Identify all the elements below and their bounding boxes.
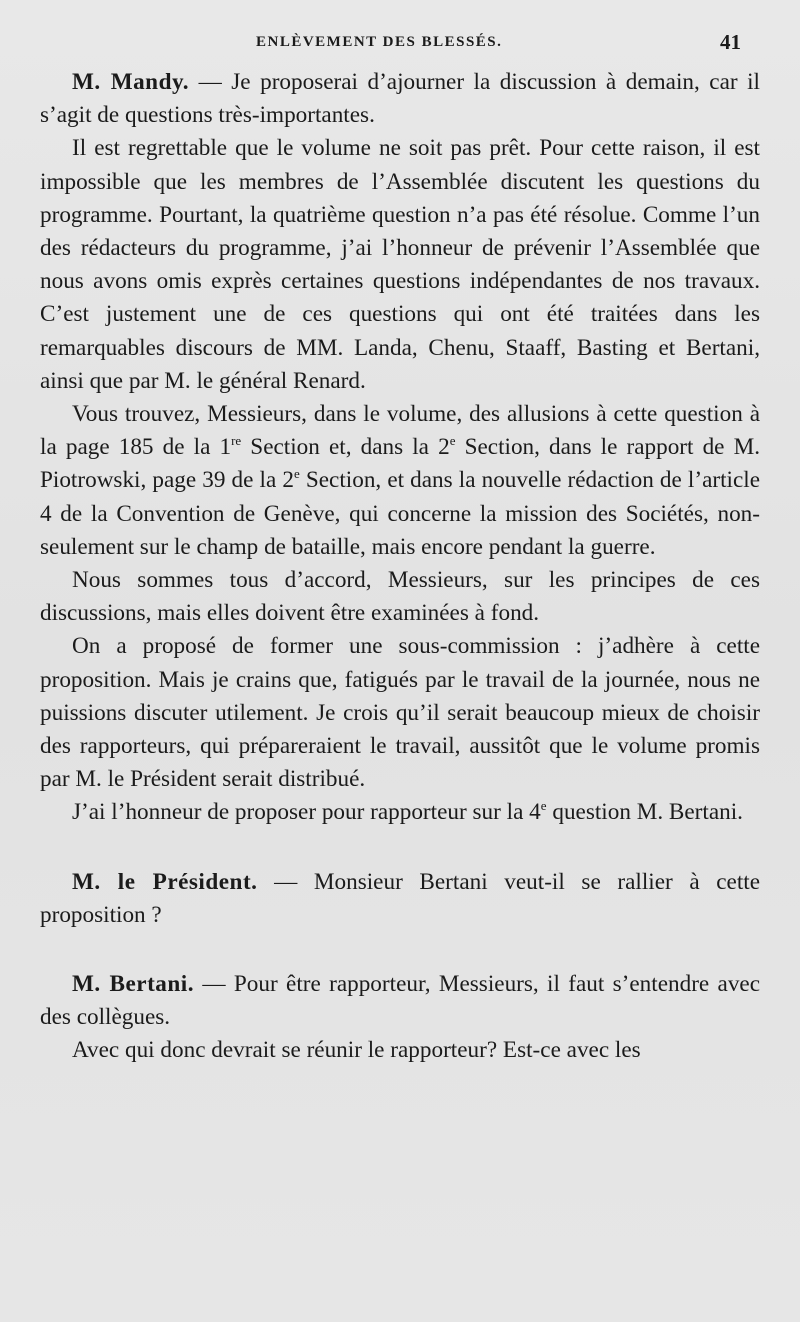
paragraph-bertani bbox=[40, 968, 760, 1034]
text-run: Section et, dans la 2 bbox=[241, 434, 450, 461]
spacer bbox=[40, 932, 760, 968]
paragraph-mandy bbox=[40, 66, 760, 132]
running-head: ENLÈVEMENT DES BLESSÉS. bbox=[256, 34, 503, 50]
text-run: Section, et dans la nouvelle rédaction de l’article 4 de la Convention de Genève, qui concerne la mission des Sociétés, non-seulement sur le champ de bataille, mais encore pendant la guerre. bbox=[40, 467, 760, 560]
paragraph-subcommission: On a proposé de former une sous-commission : j’adhère à cette proposition. Mais je crains que, fatigués par le travail de la journée, nous ne puissions discuter utilement. Je crois qu’il serait beaucoup mieux de choisir des rapporteurs, qui prépareraient le travail, aussitôt que le volume promis par M. le Président serait distribué. bbox=[40, 633, 760, 793]
paragraph-proposal bbox=[40, 796, 760, 829]
spacer bbox=[40, 830, 760, 866]
text-run: Vous trouvez, Messieurs, dans le volume, des allusions à cette question à la page 185 de la 1 bbox=[40, 401, 760, 461]
superscript: re bbox=[231, 433, 242, 449]
speaker-name: M. Bertani. bbox=[72, 971, 195, 998]
page-header bbox=[0, 30, 800, 60]
text-run: question M. Bertani. bbox=[546, 799, 743, 826]
superscript: e bbox=[293, 466, 300, 482]
paragraph-president bbox=[40, 866, 760, 932]
paragraph-agreement: Nous sommes tous d’accord, Messieurs, sur les principes de ces discussions, mais elles doivent être examinées à fond. bbox=[40, 567, 760, 627]
superscript: e bbox=[540, 798, 547, 814]
paragraph-text: — Je proposerai d’ajourner la discussion à demain, car il s’agit de questions très-importantes. bbox=[40, 69, 760, 129]
paragraph-text: — Pour être rapporteur, Messieurs, il faut s’entendre avec des collègues. bbox=[40, 971, 761, 1031]
page-body bbox=[40, 66, 760, 1068]
paragraph-regret: Il est regrettable que le volume ne soit pas prêt. Pour cette raison, il est impossible que les membres de l’Assemblée discutent les questions du programme. Pourtant, la quatrième question n’a pas été résolue. Comme l’un des rédacteurs du programme, j’ai l’honneur de prévenir l’Assemblée que nous avons omis exprès certaines questions indépendantes de nos travaux. C’est justement une de ces questions qui ont été traitées dans les remarquables discours de MM. Landa, Chenu, Staaff, Basting et Bertani, ainsi que par M. le général Renard. bbox=[40, 135, 760, 394]
paragraph-volume-references bbox=[40, 398, 760, 564]
speaker-name: M. Mandy. bbox=[72, 69, 190, 95]
text-run: J’ai l’honneur de proposer pour rapporteur sur la 4 bbox=[72, 799, 541, 826]
superscript: e bbox=[449, 433, 456, 449]
page-number: 41 bbox=[720, 30, 741, 54]
speaker-name: M. le Président. bbox=[72, 868, 258, 895]
text-run: Section, dans le rapport de M. Piotrowski, page 39 de la 2 bbox=[40, 434, 761, 494]
paragraph-question: Avec qui donc devrait se réunir le rapporteur? Est-ce avec les bbox=[72, 1037, 641, 1064]
paragraph-text: — Monsieur Bertani veut-il se rallier à cette proposition ? bbox=[40, 868, 761, 928]
